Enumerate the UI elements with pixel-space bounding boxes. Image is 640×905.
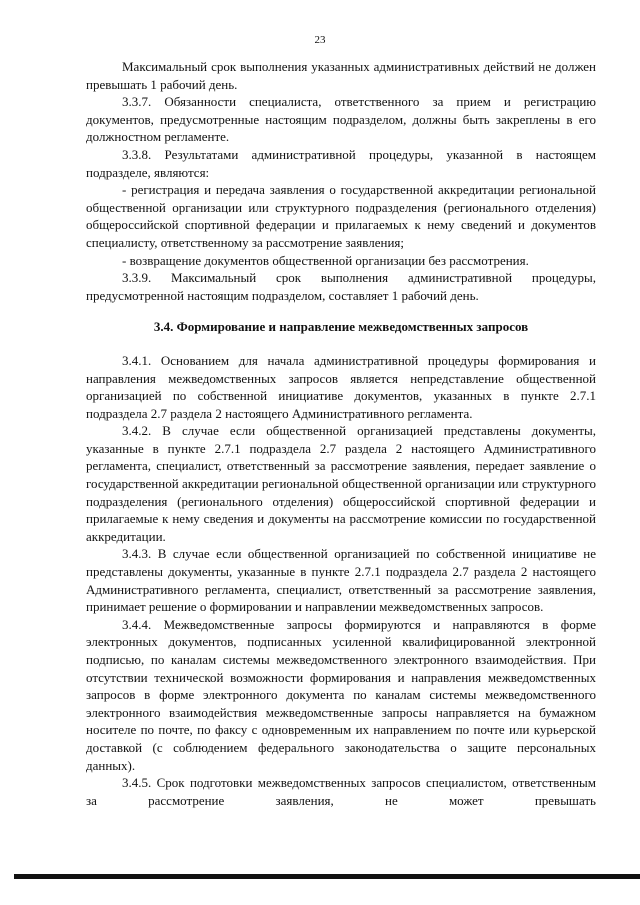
- paragraph-max-time-admin-actions: Максимальный срок выполнения указанных административных действий не должен превышать 1 рабочий день.: [86, 59, 596, 92]
- page-number: 23: [314, 34, 326, 46]
- paragraph-3-4-5: 3.4.5. Срок подготовки межведомственных запросов специалистом, ответственным за рассмотрение заявления, не может превышать: [86, 775, 596, 808]
- document-body: [86, 58, 596, 809]
- page-bottom-rule: [14, 874, 640, 879]
- paragraph-3-3-7: 3.3.7. Обязанности специалиста, ответственного за прием и регистрацию документов, предусмотренные настоящим подразделом, должны быть закреплены в его должностном регламенте.: [86, 94, 596, 145]
- paragraph-3-3-8-item-return: - возвращение документов общественной организации без рассмотрения.: [122, 252, 529, 268]
- paragraph-3-3-9: 3.3.9. Максимальный срок выполнения административной процедуры, предусмотренной настоящим подразделом, составляет 1 рабочий день.: [86, 270, 596, 303]
- paragraph-3-4-2: 3.4.2. В случае если общественной организацией представлены документы, указанные в пункте 2.7.1 подраздела 2.7 раздела 2 настоящего Административного регламента, специалист, ответственный за рассмотрение заявления, передает заявление о государственной аккредитации региональной общественной организации или структурного подразделения (регионального отделения) общероссийской спортивной федерации и прилагаемые к нему сведения и документы на рассмотрение комиссии по государственной аккредитации.: [86, 423, 596, 544]
- section-heading-3-4: 3.4. Формирование и направление межведомственных запросов: [153, 319, 529, 335]
- paragraph-3-4-1: 3.4.1. Основанием для начала административной процедуры формирования и направления межведомственных запросов является непредставление общественной организацией по собственной инициативе документов, указанных в пункте 2.7.1 подраздела 2.7 раздела 2 настоящего Административного регламента.: [86, 352, 596, 421]
- paragraph-3-3-8-item-registration: - регистрация и передача заявления о государственной аккредитации региональной общественной организации или структурного подразделения (регионального отделения) общероссийской спортивной федерации и прилагаемых к нему сведений и документов специалисту, ответственному за рассмотрение заявления;: [86, 182, 596, 250]
- paragraph-3-3-8: 3.3.8. Результатами административной процедуры, указанной в настоящем подразделе, являются:: [86, 146, 596, 180]
- paragraph-3-4-4: 3.4.4. Межведомственные запросы формируются и направляются в форме электронных документов, подписанных усиленной квалифицированной электронной подписью, по каналам системы межведомственного электронного взаимодействия. При отсутствии технической возможности формирования и направления межведомственных запросов в форме электронного документа по каналам системы межведомственного электронного взаимодействия межведомственные запросы направляется на бумажном носителе по почте, по факсу с одновременным их направлением по почте или курьерской доставкой (с соблюдением федерального законодательства о защите персональных данных).: [86, 616, 596, 773]
- paragraph-3-4-3: 3.4.3. В случае если общественной организацией по собственной инициативе не представлены документы, указанные в пункте 2.7.1 подраздела 2.7 раздела 2 настоящего Административного регламента, специалист, ответственный за рассмотрение заявления, принимает решение о формировании и направлении межведомственных запросов.: [86, 546, 596, 615]
